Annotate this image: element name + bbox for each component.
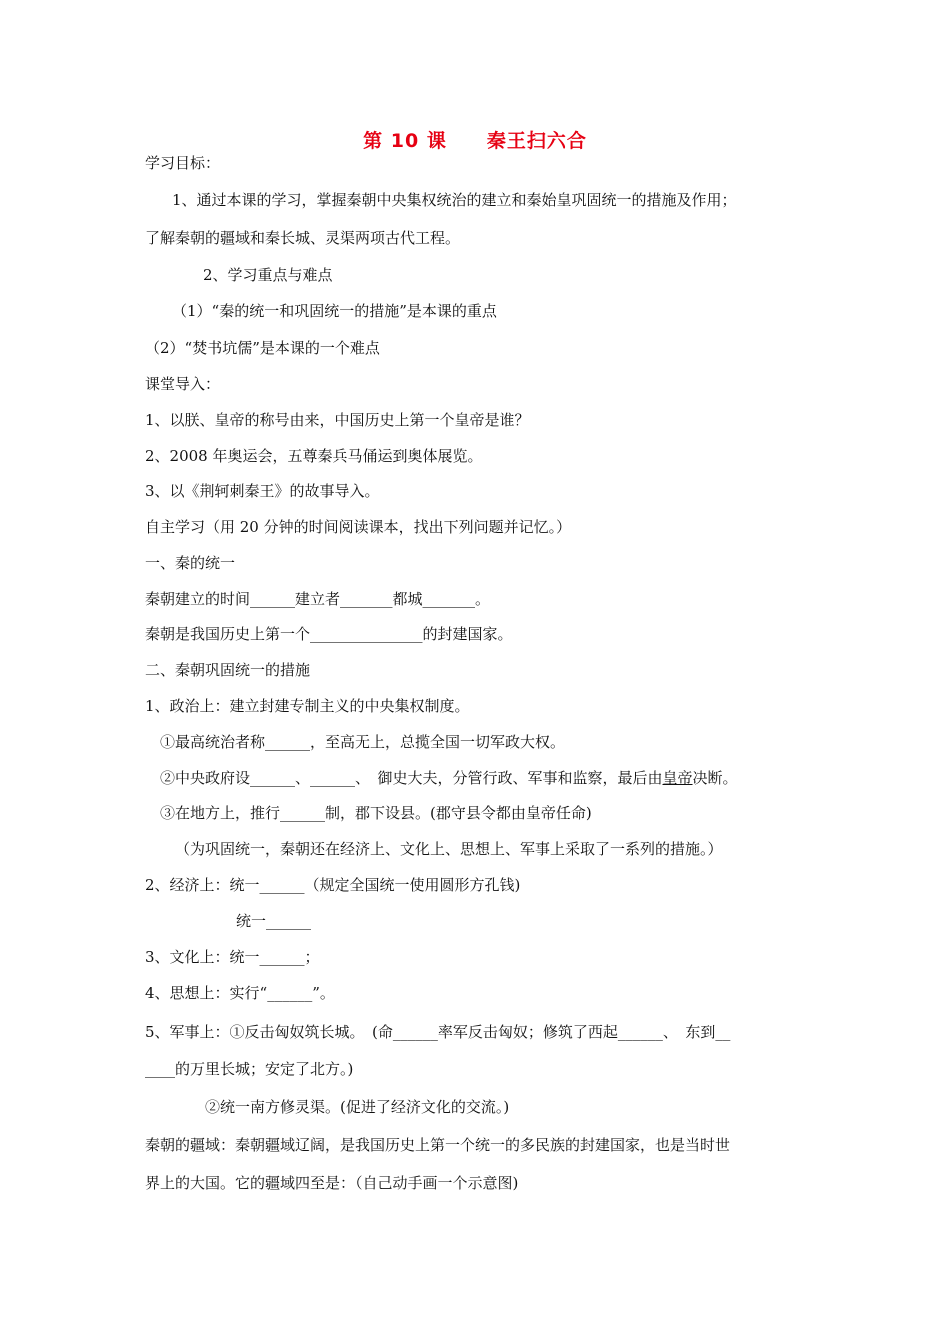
section-1-heading: 一、秦的统一 [145,554,236,572]
intro-heading: 课堂导入： [145,375,221,393]
goal-1-text: 1、通过本课的学习，掌握秦朝中央集权统治的建立和秦始皇巩固统一的措施及作用； [172,191,737,209]
intro-item-3: 3、以《荆轲刺秦王》的故事导入。 [145,482,380,500]
key-points-heading: 2、学习重点与难点 [203,266,333,284]
lesson-number: 第 10 课 [363,130,447,152]
economy-item-2: 统一______ [236,912,312,930]
military-item-cont: ____的万里长城；安定了北方。) [145,1060,354,1078]
goal-1-text-cont: 了解秦朝的疆域和秦长城、灵渠两项古代工程。 [145,229,461,247]
politics-sub-1: ①最高统治者称______，至高无上，总揽全国一切军政大权。 [160,733,566,751]
territory-text-cont: 界上的大国。它的疆域四至是：（自己动手画一个示意图) [145,1174,519,1192]
page-title [0,126,950,153]
underlined-emperor: 皇帝 [662,769,693,787]
military-item: 5、军事上：①反击匈奴筑长城。 (命______率军反击匈奴；修筑了西起______、 东到__ [145,1023,731,1041]
measures-note: （为巩固统一，秦朝还在经济上、文化上、思想上、军事上采取了一系列的措施。） [175,840,723,858]
section-2-heading: 二、秦朝巩固统一的措施 [145,661,311,679]
culture-item: 3、文化上：统一______； [145,948,320,966]
economy-item: 2、经济上：统一______（规定全国统一使用圆形方孔钱) [145,876,521,894]
qin-first-state-blank: 秦朝是我国历史上第一个_______________的封建国家。 [145,625,513,643]
intro-item-1: 1、以朕、皇帝的称号由来，中国历史上第一个皇帝是谁？ [145,411,530,429]
politics-sub-2-end: 决断。 [692,769,738,787]
self-study-heading: 自主学习（用 20 分钟的时间阅读课本，找出下列问题并记忆。） [145,518,572,536]
territory-text: 秦朝的疆域：秦朝疆域辽阔，是我国历史上第一个统一的多民族的封建国家，也是当时世 [145,1136,731,1154]
military-sub-2: ②统一南方修灵渠。(促进了经济文化的交流。) [205,1098,510,1116]
qin-founding-blanks: 秦朝建立的时间______建立者_______都城_______。 [145,590,491,608]
politics-sub-2 [160,769,738,787]
key-point-1: （1）“秦的统一和巩固统一的措施”是本课的重点 [172,302,497,320]
politics-sub-2-text: ②中央政府设______、______、 御史大夫，分管行政、军事和监察，最后由 [160,769,663,787]
key-point-2: （2）“焚书坑儒”是本课的一个难点 [145,339,380,357]
lesson-name: 秦王扫六合 [486,130,587,152]
politics-item: 1、政治上：建立封建专制主义的中央集权制度。 [145,697,470,715]
learning-goals-heading: 学习目标： [145,154,221,172]
politics-sub-3: ③在地方上，推行______制，郡下设县。(郡守县令都由皇帝任命) [160,804,592,822]
thought-item: 4、思想上：实行“______”。 [145,984,335,1002]
intro-item-2: 2、2008 年奥运会，五尊秦兵马俑运到奥体展览。 [145,447,483,465]
